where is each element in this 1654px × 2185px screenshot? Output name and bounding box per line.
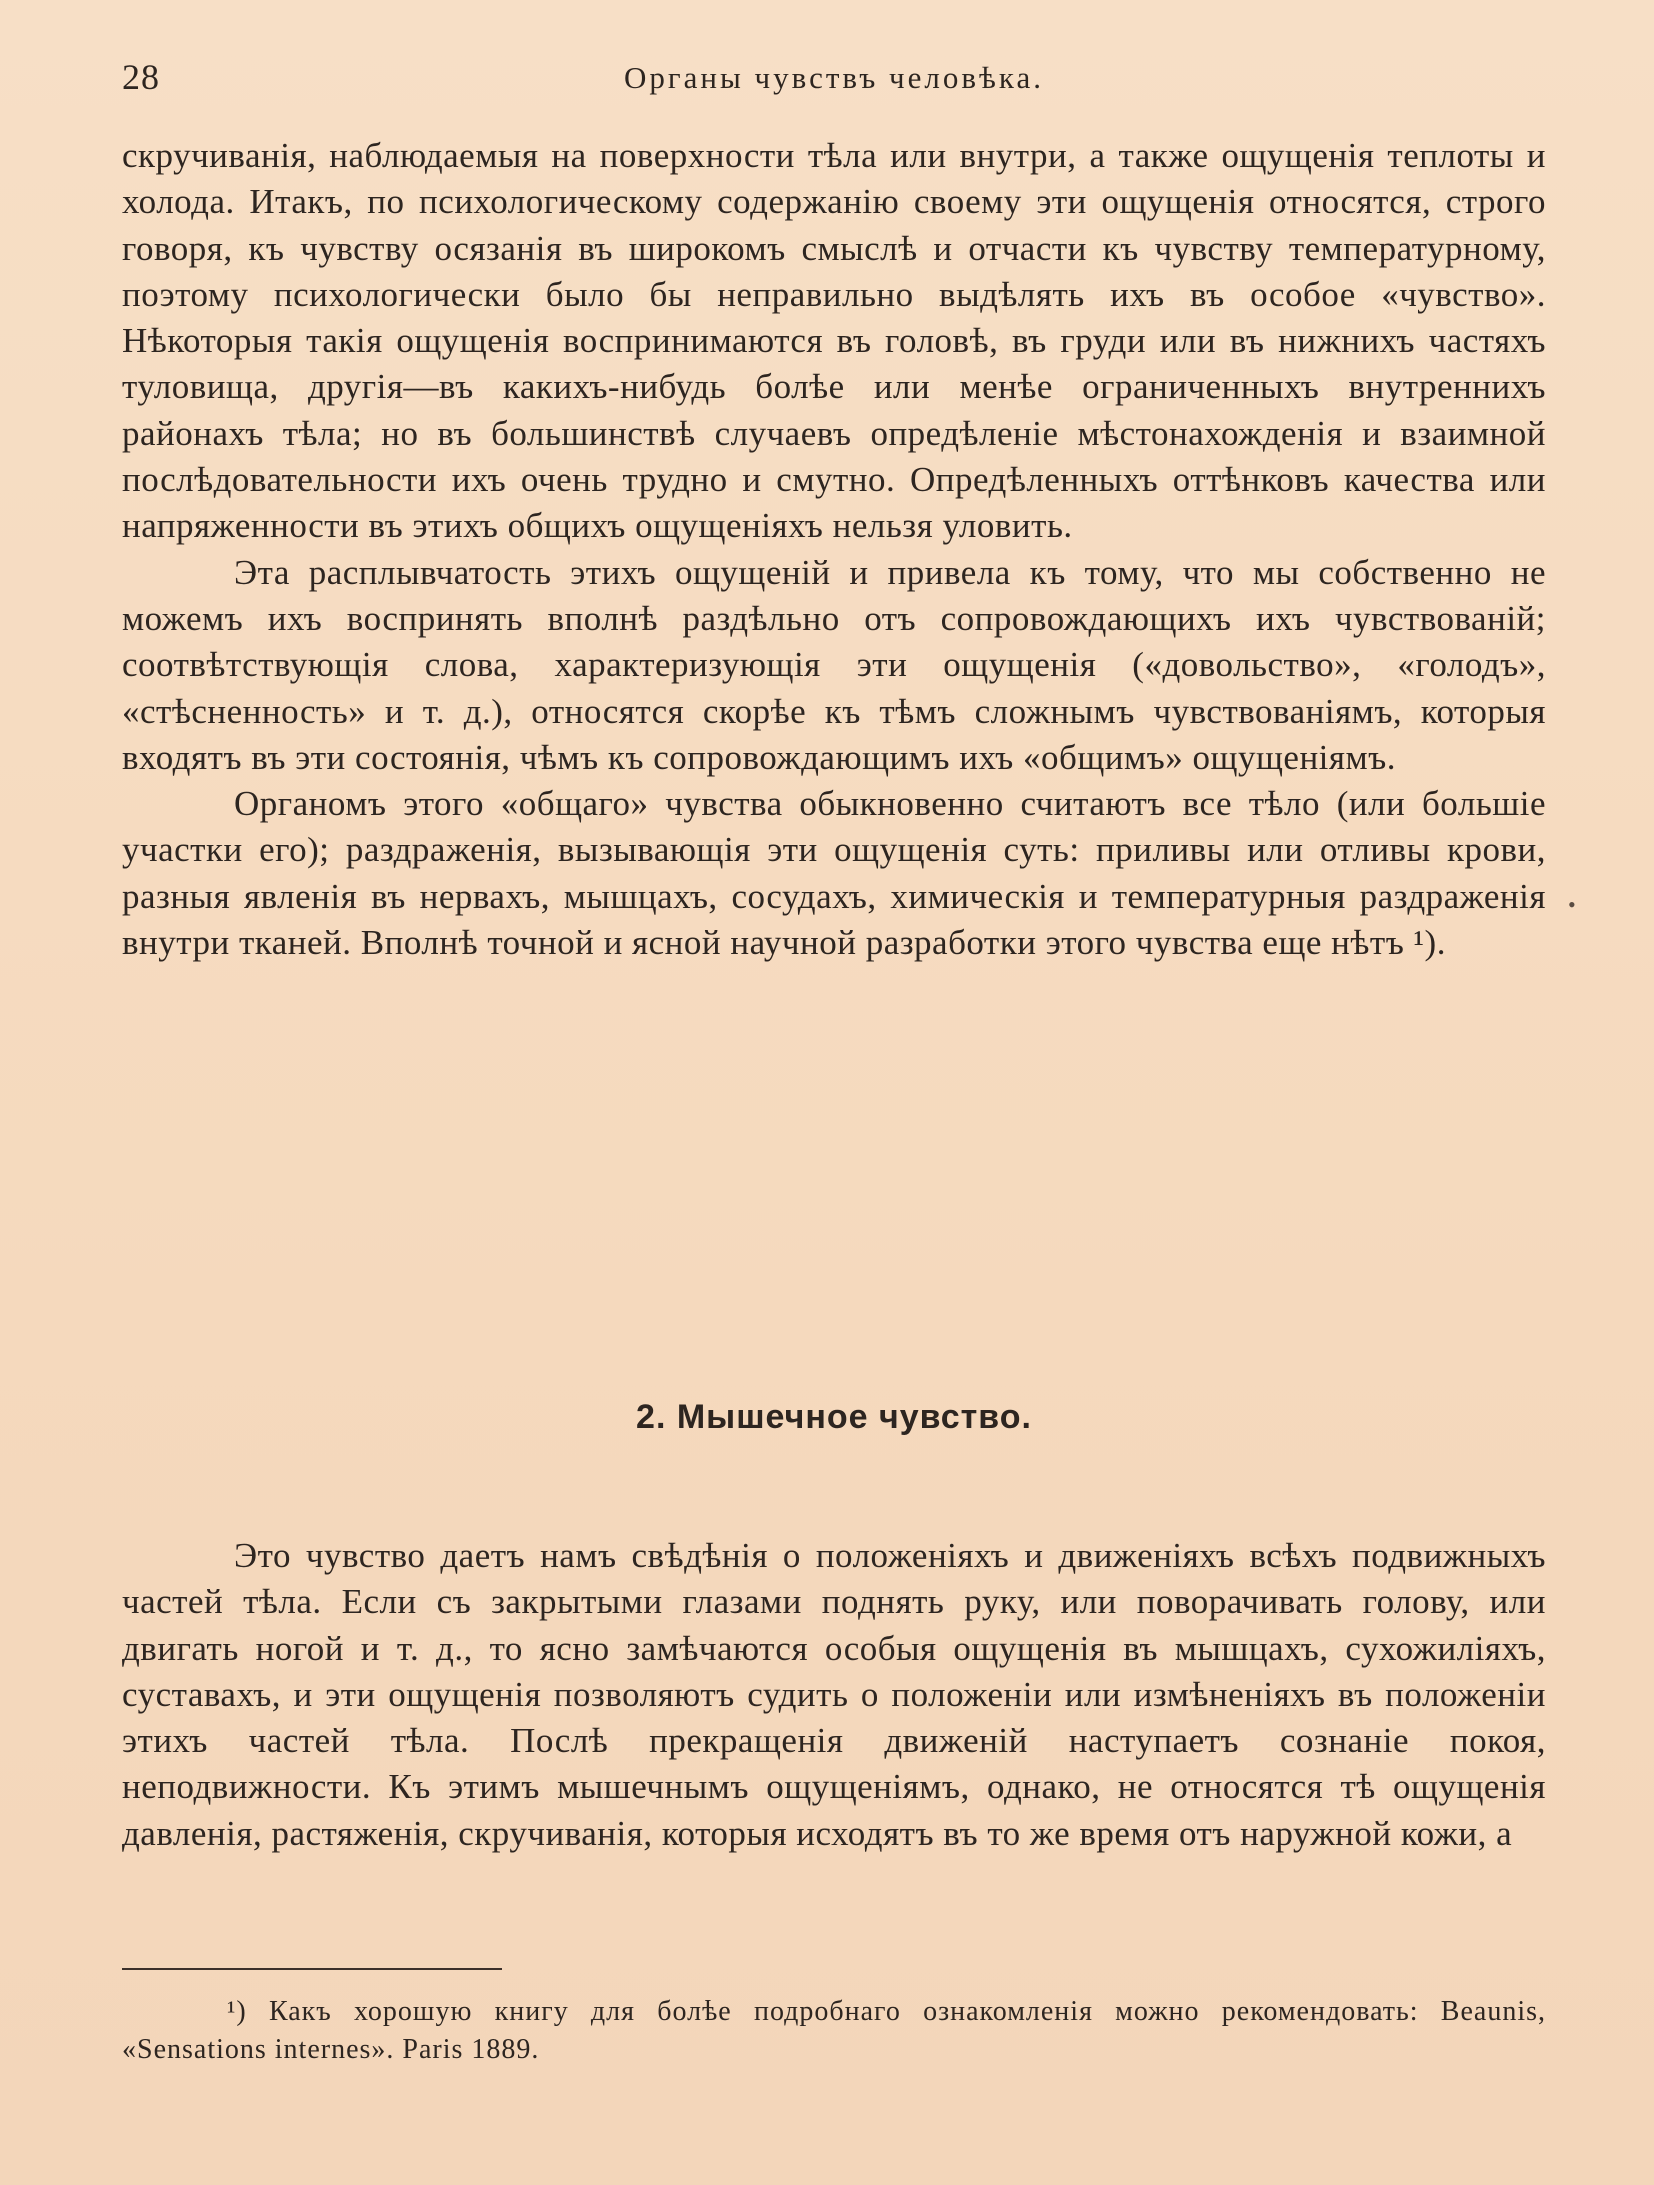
running-title: Органы чувствъ человѣка. bbox=[624, 60, 1044, 95]
body-text-top bbox=[122, 133, 1546, 966]
footnote bbox=[122, 1993, 1546, 2069]
section-heading: 2. Мышечное чувство. bbox=[636, 1398, 1032, 1436]
margin-mark: • bbox=[1568, 892, 1576, 917]
footnote-text: ¹) Какъ хорошую книгу для болѣе подробнаго ознакомленія можно рекомендовать: Beaunis, «Sensations internes». Paris 1889. bbox=[122, 1996, 1546, 2065]
body-text-bottom bbox=[122, 1533, 1546, 1857]
paragraph: Эта расплывчатость этихъ ощущеній и привела къ тому, что мы собственно не можемъ ихъ воспринять вполнѣ раздѣльно отъ сопровождающихъ ихъ чувствованій; соотвѣтствующія слова, характеризующія эти ощущенія («довольство», «голодъ», «стѣсненность» и т. д.), относятся скорѣе къ тѣмъ сложнымъ чувствованіямъ, которыя входятъ въ эти состоянія, чѣмъ къ сопровождающимъ ихъ «общимъ» ощущеніямъ. bbox=[122, 552, 1546, 777]
page-header bbox=[122, 52, 1546, 102]
paragraph: Органомъ этого «общаго» чувства обыкновенно считаютъ все тѣло (или большіе участки его); раздраженія, вызывающія эти ощущенія суть: приливы или отливы крови, разныя явленія въ нервахъ, мышцахъ, сосудахъ, химическія и температурныя раздраженія внутри тканей. Вполнѣ точной и ясной научной разработки этого чувства еще нѣтъ ¹). bbox=[122, 784, 1546, 963]
paragraph: скручиванія, наблюдаемыя на поверхности тѣла или внутри, а также ощущенія теплоты и холода. Итакъ, по психологическому содержанію своему эти ощущенія относятся, строго говоря, къ чувству осязанія въ широкомъ смыслѣ и отчасти къ чувству температурному, поэтому психологически было бы неправильно выдѣлять ихъ въ особое «чувство». Нѣкоторыя такія ощущенія воспринимаются въ головѣ, въ груди или въ нижнихъ частяхъ туловища, другія—въ какихъ-нибудь болѣе или менѣе ограниченныхъ внутреннихъ районахъ тѣла; но въ большинствѣ случаевъ опредѣленіе мѣстонахожденія и взаимной послѣдовательности ихъ очень трудно и смутно. Опредѣленныхъ оттѣнковъ качества или напряженности въ этихъ общихъ ощущеніяхъ нельзя уловить. bbox=[122, 136, 1546, 546]
page-number: 28 bbox=[122, 57, 160, 97]
paragraph: Это чувство даетъ намъ свѣдѣнія о положеніяхъ и движеніяхъ всѣхъ подвижныхъ частей тѣла. Если съ закрытыми глазами поднять руку, или поворачивать голову, или двигать ногой и т. д., то ясно замѣчаются особыя ощущенія въ мышцахъ, сухожиліяхъ, суставахъ, и эти ощущенія позволяютъ судить о положеніи или измѣненіяхъ въ положеніи этихъ частей тѣла. Послѣ прекращенія движеній наступаетъ сознаніе покоя, неподвижности. Къ этимъ мышечнымъ ощущеніямъ, однако, не относятся тѣ ощущенія давленія, растяженія, скручиванія, которыя исходятъ въ то же время отъ наружной кожи, а bbox=[122, 1536, 1546, 1853]
footnote-divider bbox=[122, 1968, 502, 1970]
